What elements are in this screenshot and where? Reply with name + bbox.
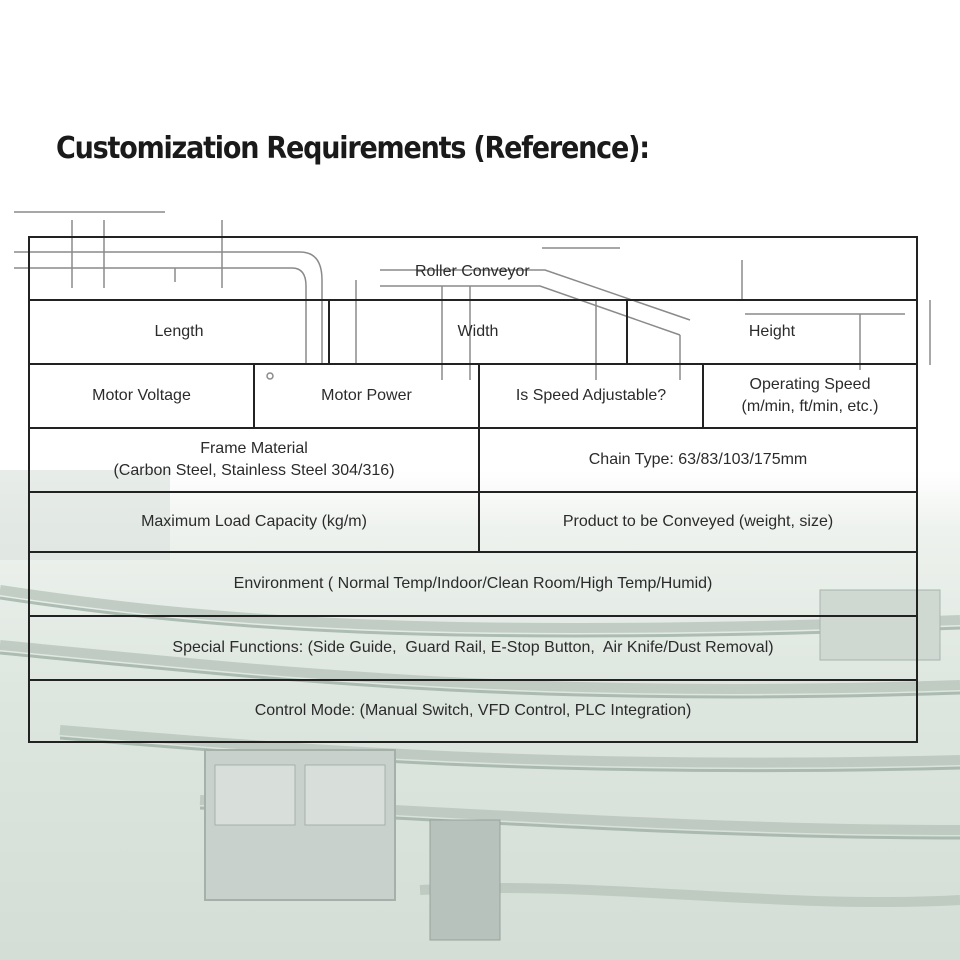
table-row	[30, 679, 916, 741]
roller-conveyor-cell	[30, 238, 916, 299]
width-label: Width	[457, 323, 499, 340]
table-row	[30, 238, 916, 299]
table-row	[30, 363, 916, 427]
speed-adjustable-label: Is Speed Adjustable?	[515, 387, 667, 404]
motor-voltage-cell	[30, 365, 253, 427]
height-cell	[626, 301, 916, 363]
motor-power-cell	[253, 365, 478, 427]
environment-label: Environment ( Normal Temp/Indoor/Clean Room/High Temp/Humid)	[233, 575, 713, 592]
page-title: Customization Requirements (Reference):	[56, 131, 649, 166]
length-cell	[30, 301, 328, 363]
operating-speed-units: (m/min, ft/min, etc.)	[741, 398, 879, 415]
operating-speed-label: Operating Speed	[749, 376, 871, 393]
roller-conveyor-label: Roller Conveyor	[415, 263, 530, 280]
table-row	[30, 615, 916, 679]
width-cell	[328, 301, 626, 363]
max-load-cell	[30, 493, 478, 551]
height-label: Height	[748, 323, 796, 340]
motor-power-label: Motor Power	[321, 387, 412, 404]
frame-material-label: Frame Material	[200, 440, 308, 457]
table-row	[30, 427, 916, 491]
control-mode-label: Control Mode: (Manual Switch, VFD Control, PLC Integration)	[254, 702, 692, 719]
length-label: Length	[154, 323, 204, 340]
speed-adjustable-cell	[478, 365, 702, 427]
product-cell	[478, 493, 916, 551]
frame-material-options: (Carbon Steel, Stainless Steel 304/316)	[113, 462, 395, 479]
special-functions-label: Special Functions: (Side Guide, Guard Rail, E-Stop Button, Air Knife/Dust Removal)	[172, 639, 774, 656]
chain-type-cell	[478, 429, 916, 491]
frame-material-cell	[30, 429, 478, 491]
motor-voltage-label: Motor Voltage	[92, 387, 191, 404]
max-load-label: Maximum Load Capacity (kg/m)	[141, 513, 367, 530]
special-functions-cell	[30, 617, 916, 679]
requirements-table	[28, 236, 918, 743]
table-row	[30, 551, 916, 615]
table-row	[30, 299, 916, 363]
control-mode-cell	[30, 681, 916, 741]
table-row	[30, 491, 916, 551]
chain-type-label: Chain Type: 63/83/103/175mm	[588, 451, 808, 468]
environment-cell	[30, 553, 916, 615]
product-label: Product to be Conveyed (weight, size)	[562, 513, 834, 530]
operating-speed-cell	[702, 365, 916, 427]
